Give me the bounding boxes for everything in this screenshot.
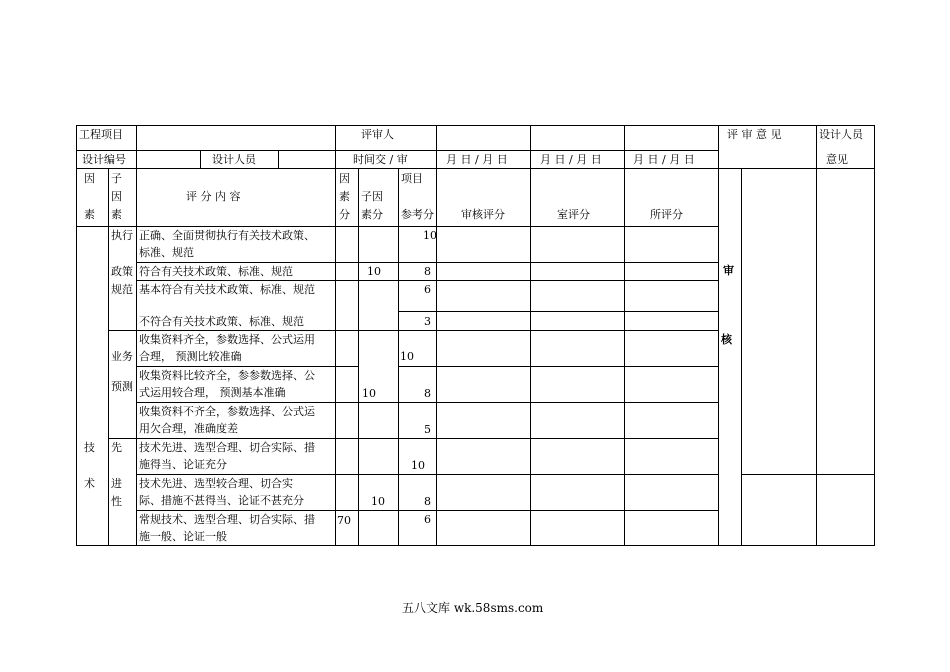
- criterion-text: 收集资料比较齐全，参参数选择、公: [139, 369, 315, 382]
- ref-score: 8: [424, 265, 431, 278]
- ref-score: 10: [411, 459, 425, 472]
- sub-score: 10: [362, 387, 376, 400]
- ref-score: 5: [424, 423, 431, 436]
- review-opinion-label: 评 审 意 见: [727, 128, 782, 141]
- sub-factor-label: 性: [111, 495, 122, 508]
- ref-score: 10: [423, 229, 437, 242]
- col-factor-1: 因: [84, 172, 95, 185]
- criterion-text: 基本符合有关技术政策、标准、规范: [139, 283, 315, 296]
- ref-score: 3: [424, 315, 431, 328]
- date-audit: 月 日 / 月 日: [446, 153, 508, 166]
- col-fscore-2: 素: [339, 190, 350, 203]
- col-sub-3: 素: [111, 208, 122, 221]
- col-sub-1: 子: [111, 172, 122, 185]
- col-room: 室评分: [557, 208, 590, 221]
- designer-label: 设计人员: [819, 128, 863, 141]
- criterion-text: 标准、规范: [139, 246, 194, 259]
- criterion-text: 常规技术、选型合理、切合实际、措: [139, 513, 315, 526]
- factor-main-score: 70: [337, 514, 351, 527]
- criterion-text: 式运用较合理， 预测基本准确: [139, 386, 286, 399]
- sub-factor-label: 业务: [111, 350, 133, 363]
- reviewer-label: 评审人: [361, 128, 394, 141]
- col-subscore-2: 素分: [361, 208, 383, 221]
- col-content: 评 分 内 容: [186, 190, 241, 203]
- criterion-text: 正确、全面贯彻执行有关技术政策、: [139, 229, 315, 242]
- criterion-text: 技术先进、选型较合理、切合实: [139, 477, 293, 490]
- project-label: 工程项目: [79, 128, 123, 141]
- ref-score: 8: [424, 495, 431, 508]
- designer-person-label: 设计人员: [212, 153, 256, 166]
- sub-factor-label: 规范: [111, 283, 133, 296]
- design-no-label: 设计编号: [82, 153, 126, 166]
- criterion-text: 施得当、论证充分: [139, 458, 227, 471]
- sub-score: 10: [371, 495, 385, 508]
- date-room: 月 日 / 月 日: [540, 153, 602, 166]
- sub-factor-label: 政策: [111, 265, 133, 278]
- col-audit: 审核评分: [461, 208, 505, 221]
- sub-factor-label: 预测: [111, 380, 133, 393]
- date-institute: 月 日 / 月 日: [633, 153, 695, 166]
- col-institute: 所评分: [650, 208, 683, 221]
- ref-score: 6: [424, 513, 431, 526]
- footer-watermark: 五八文库 wk.58sms.com: [402, 601, 544, 615]
- criterion-text: 施一般、论证一般: [139, 530, 227, 543]
- criterion-text: 技术先进、选型合理、切合实际、措: [139, 441, 315, 454]
- col-sub-2: 因: [111, 190, 122, 203]
- factor-main-char-1: 技: [84, 441, 95, 454]
- col-fscore-3: 分: [339, 208, 350, 221]
- col-subscore-1: 子因: [361, 190, 383, 203]
- sub-score: 10: [367, 265, 381, 278]
- criterion-text: 合理， 预测比较准确: [139, 350, 242, 363]
- ref-score: 10: [400, 350, 414, 363]
- ref-score: 6: [424, 283, 431, 296]
- audit-char-2: 核: [721, 333, 732, 346]
- col-factor-2: 素: [84, 208, 95, 221]
- col-ref-1: 项目: [401, 172, 423, 185]
- designer-opinion-label: 意见: [826, 153, 848, 166]
- criterion-text: 收集资料不齐全，参数选择、公式运: [139, 405, 315, 418]
- time-label: 时间交 / 审: [353, 153, 408, 166]
- sub-factor-label: 进: [111, 477, 122, 490]
- audit-char-1: 审: [723, 264, 734, 277]
- criterion-text: 用欠合理，准确度差: [139, 422, 238, 435]
- col-fscore-1: 因: [339, 172, 350, 185]
- criterion-text: 不符合有关技术政策、标准、规范: [139, 315, 304, 328]
- col-ref-2: 参考分: [401, 208, 434, 221]
- sub-factor-label: 执行: [111, 229, 133, 242]
- sub-factor-label: 先: [111, 441, 122, 454]
- criterion-text: 符合有关技术政策、标准、规范: [139, 265, 293, 278]
- ref-score: 8: [424, 387, 431, 400]
- factor-main-char-2: 术: [84, 477, 95, 490]
- criterion-text: 收集资料齐全，参数选择、公式运用: [139, 333, 315, 346]
- criterion-text: 际、措施不甚得当、论证不甚充分: [139, 494, 304, 507]
